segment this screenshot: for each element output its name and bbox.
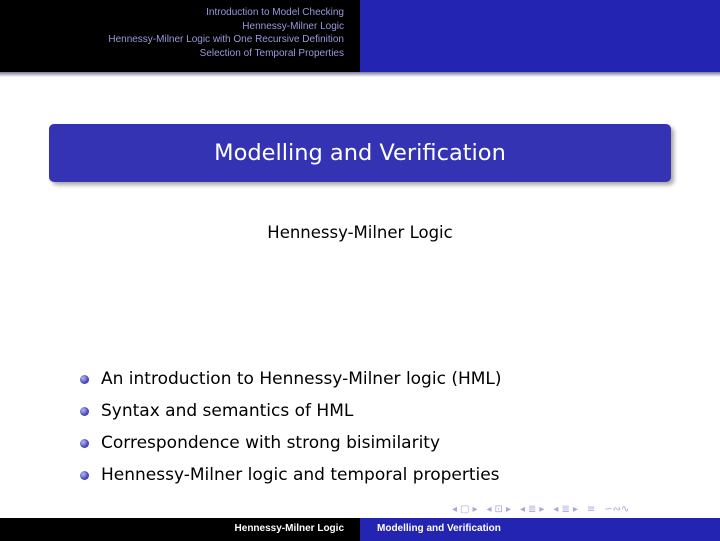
header-shadow xyxy=(0,72,720,77)
section-link-hml[interactable]: Hennessy-Milner Logic xyxy=(242,20,344,32)
subframe-prev-icon[interactable]: ◂ xyxy=(486,503,492,515)
header-right-panel xyxy=(360,0,720,72)
section-link-hml-recursive[interactable]: Hennessy-Milner Logic with One Recursive Definition xyxy=(108,34,344,45)
header-left-panel xyxy=(0,0,360,72)
bullet-ball-icon xyxy=(80,375,89,384)
subsection-icon[interactable]: ≣ xyxy=(561,503,570,515)
slide-subtitle: Hennessy-Milner Logic xyxy=(267,223,453,242)
section-navigation xyxy=(108,6,344,60)
list-item xyxy=(80,429,502,461)
section-next-icon[interactable]: ▸ xyxy=(539,503,545,515)
frame-next-icon[interactable]: ▸ xyxy=(472,503,478,515)
list-item xyxy=(80,461,502,493)
frame-prev-icon[interactable]: ◂ xyxy=(452,503,458,515)
search-icon[interactable]: ∽∾∿ xyxy=(604,503,630,515)
subframe-next-icon[interactable]: ▸ xyxy=(505,503,511,515)
section-prev-icon[interactable]: ◂ xyxy=(519,503,525,515)
footer-left-panel xyxy=(0,518,360,541)
bullet-text: Syntax and semantics of HML xyxy=(101,401,354,421)
list-item xyxy=(80,397,502,429)
bullet-text: Correspondence with strong bisimilarity xyxy=(101,433,441,453)
align-icon[interactable]: ≡ xyxy=(586,503,596,515)
title-block xyxy=(49,124,671,182)
footer-course-title: Modelling and Verification xyxy=(377,523,501,534)
bullet-ball-icon xyxy=(80,407,89,416)
slide-title: Modelling and Verification xyxy=(214,140,506,166)
list-item xyxy=(80,365,502,397)
frame-icon[interactable]: ▢ xyxy=(460,503,470,515)
bullet-ball-icon xyxy=(80,471,89,480)
subsection-prev-icon[interactable]: ◂ xyxy=(553,503,559,515)
bullet-text: Hennessy-Milner logic and temporal properties xyxy=(101,465,500,485)
section-link-introduction[interactable]: Introduction to Model Checking xyxy=(206,7,344,18)
subframe-icon[interactable]: ⊡ xyxy=(494,503,503,515)
footer-bar xyxy=(0,518,720,541)
beamer-navigation xyxy=(452,502,632,516)
bullet-ball-icon xyxy=(80,439,89,448)
section-icon[interactable]: ≣ xyxy=(528,503,537,515)
section-link-temporal[interactable]: Selection of Temporal Properties xyxy=(199,47,344,59)
header-bar xyxy=(0,0,720,72)
footer-right-panel xyxy=(360,518,720,541)
bullet-text: An introduction to Hennessy-Milner logic (HML) xyxy=(101,369,502,389)
subsection-next-icon[interactable]: ▸ xyxy=(572,503,578,515)
footer-short-title: Hennessy-Milner Logic xyxy=(234,523,344,534)
bullet-list xyxy=(80,365,502,493)
